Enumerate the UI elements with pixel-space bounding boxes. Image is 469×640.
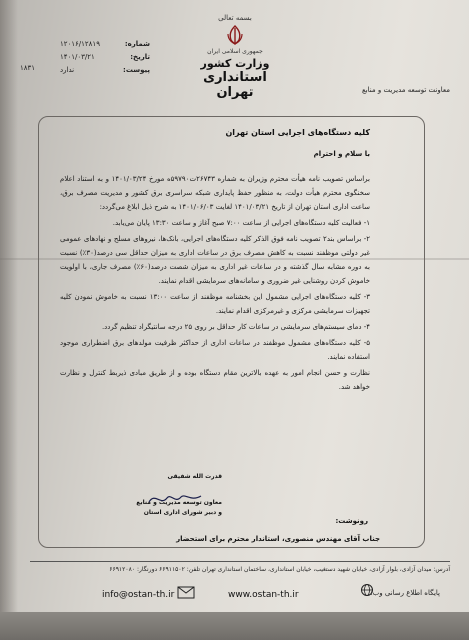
page-shadow: [0, 0, 18, 640]
bismillah: بسمه تعالی: [218, 14, 252, 22]
attachment-label: پیوست:: [123, 66, 150, 74]
paragraph-item-3: ۳- کلیه دستگاه‌های اجرایی مشمول این بخشنامه موظفند از ساعت ۱۳:۰۰ نسبت به خاموش نمودن کلیه تجهیزات سرمایشی مرکزی و غیرمرکزی اقدام نمایند.: [60, 293, 370, 315]
number-label: شماره:: [124, 40, 150, 48]
emblem-icon: [224, 24, 246, 46]
letter-meta: [60, 40, 150, 79]
paragraph-item-4: ۴- دمای سیستم‌های سرمایشی در ساعات کار حداقل بر روی ۲۵ درجه سانتیگراد تنظیم گردد.: [101, 323, 370, 331]
date-label: تاریخ:: [130, 53, 150, 61]
letter-body: [60, 172, 370, 396]
paragraph-intro: براساس تصویب نامه هیأت محترم وزیران به شماره ۲۶۷۴۳ت۵۹۷۹۰ه مورخ ۱۴۰۱/۰۳/۲۴ و به استناد اعلام سخنگوی محترم هیأت دولت، به منظور حفظ پایداری شبکه سراسری برق کشور و مدیریت مصرف برق، ساعت اداری استان تهران از تاریخ ۱۴۰۱/۰۳/۲۱ لغایت ۱۴۰۱/۰۶/۰۳ به شرح ذیل ابلاغ می‌گردد:: [60, 175, 370, 211]
date-value: ۱۴۰۱/۰۳/۲۱: [60, 53, 95, 61]
signer-title-1: معاون توسعه مدیریت و منابع: [136, 499, 222, 506]
paragraph-closing: نظارت و حسن انجام امور به عهده بالاترین مقام دستگاه بوده و از طریق مبادی ذیربط کنترل و نظارت خواهد شد.: [60, 369, 370, 391]
number-value: ۱۲۰۱۶/۱۲۸۱۹: [60, 40, 100, 48]
web-icon: [360, 583, 374, 597]
country-name: جمهوری اسلامی ایران: [207, 48, 263, 55]
footer-rule: [30, 561, 450, 562]
letter-greeting: با سلام و احترام: [313, 150, 370, 158]
side-number: ۱۸۳۱: [20, 64, 36, 72]
ministry-name: وزارت کشور: [200, 57, 270, 70]
meta-attachment-row: [60, 66, 150, 79]
email-link[interactable]: info@ostan-th.ir: [102, 590, 175, 600]
recipients-line: جناب آقای مهندس منصوری، استاندار محترم برای استحضار: [176, 535, 380, 543]
governorate-name: استانداری تهران: [203, 70, 267, 100]
paragraph-item-5: ۵- کلیه دستگاه‌های مشمول موظفند در ساعات اداری از حداکثر ظرفیت مولدهای برق اضطراری موجود استفاده نمایند.: [60, 339, 370, 361]
attachment-value: ندارد: [60, 66, 75, 74]
desk-surface: [0, 612, 469, 640]
handwritten-signature: [145, 490, 205, 508]
paragraph-item-1: ۱- فعالیت کلیه دستگاه‌های اجرایی از ساعت ۷:۰۰ صبح آغاز و ساعت ۱۳:۳۰ پایان می‌یابد.: [112, 219, 370, 227]
mail-icon: [174, 583, 214, 601]
signer-title-2: و دبیر شورای اداری استان: [143, 509, 222, 516]
website-link[interactable]: www.ostan-th.ir: [228, 590, 299, 600]
recipients-label: رونوشت:: [335, 517, 368, 525]
meta-date-row: [60, 53, 150, 66]
paragraph-item-2: ۲- براساس بند۲ تصویب نامه فوق الذکر کلیه دستگاه‌های اجرایی، بانک‌ها، نیروهای مسلح و نهادهای عمومی غیر دولتی موظفند نسبت به کاهش مصرف برق در ساعات اداری به میزان حداقل سی درصد(۳۰٪) نسبت به دوره مشابه سال گذشته و در ساعات غیر اداری به میزان شصت درصد(۶۰٪) مصرف جاری، با اولویت خاموش کردن روشنایی غیر ضروری و سامانه‌های سرمایشی اقدام نمایند.: [60, 235, 370, 285]
meta-number-row: [60, 40, 150, 53]
footer-address: آدرس: میدان آزادی، بلوار آزادی، خیابان شهید دستغیب، خیابان استانداری، ساختمان استانداری تهران تلفن: ۶۶۹۱۱۵۰۲ دورنگار: ۶۶۹۱۲۰۸۰: [109, 566, 450, 573]
letterhead: [185, 14, 285, 100]
department-name: معاونت توسعه مدیریت و منابع: [361, 86, 450, 94]
signer-name: قدرت الله شفیقی: [167, 473, 222, 480]
web-label: پایگاه اطلاع رسانی وب:: [370, 589, 440, 597]
letter-title: کلیه دستگاه‌های اجرایی استان تهران: [225, 128, 370, 137]
